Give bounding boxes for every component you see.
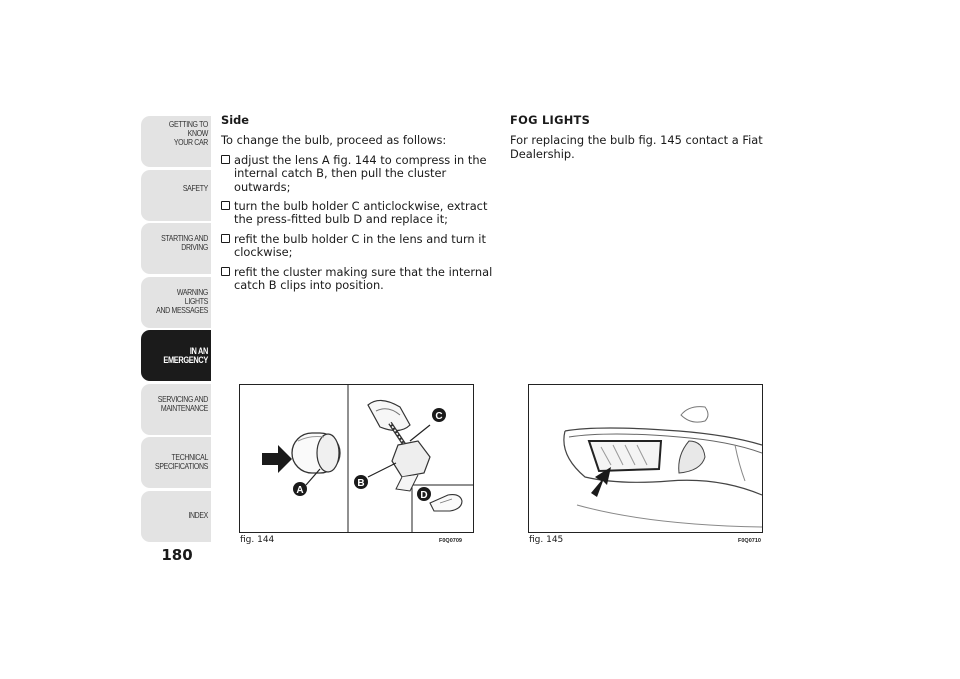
section-heading: FOG LIGHTS <box>510 113 591 127</box>
bumper-drawing <box>564 407 762 527</box>
page-number: 180 <box>161 546 193 564</box>
callout-label: C <box>435 411 443 422</box>
callout-label: A <box>296 485 304 496</box>
tab-safety[interactable] <box>141 170 211 221</box>
list-item <box>221 266 493 293</box>
list-item <box>221 154 493 194</box>
callout-c <box>432 408 446 422</box>
callout-a <box>293 482 307 496</box>
intro-text: To change the bulb, proceed as follows: <box>221 133 447 148</box>
tab-servicing[interactable] <box>141 384 211 435</box>
tab-label: TECHNICAL SPECIFICATIONS <box>155 452 208 471</box>
list-item <box>221 200 493 227</box>
body-text: For replacing the bulb fig. 145 contact a Fiat Dealership. <box>510 133 763 161</box>
lens-drawing <box>292 433 340 485</box>
section-heading: Side <box>221 113 249 127</box>
fig-144-illustration <box>240 385 473 532</box>
tab-index[interactable] <box>141 491 211 542</box>
tab-label: INDEX <box>188 510 208 520</box>
tab-in-an-emergency[interactable] <box>141 330 211 381</box>
tab-label: GETTING TO KNOW YOUR CAR <box>168 119 208 147</box>
fig-145-illustration <box>529 385 762 532</box>
list-item <box>221 233 493 260</box>
tab-warning-lights[interactable] <box>141 277 211 328</box>
tab-technical-specs[interactable] <box>141 437 211 488</box>
figure-145-caption: fig. 145 <box>529 535 564 545</box>
figure-144-caption: fig. 144 <box>240 535 275 545</box>
left-column <box>221 114 493 298</box>
bulb-holder-drawing <box>368 400 430 491</box>
push-arrow-icon <box>262 445 292 473</box>
fog-light-drawing <box>589 441 661 471</box>
figure-145 <box>528 384 763 533</box>
figure-144-code: F0Q0709 <box>439 538 462 544</box>
checkbox-bullet-icon <box>221 234 230 243</box>
tab-label: IN AN EMERGENCY <box>163 346 208 365</box>
tab-getting-to-know[interactable] <box>141 116 211 167</box>
tab-starting-driving[interactable] <box>141 223 211 274</box>
tab-label: SAFETY <box>182 183 208 193</box>
step-text: turn the bulb holder C anticlockwise, extract the press-fitted bulb D and replace it; <box>234 199 488 227</box>
right-column <box>510 114 772 167</box>
bulb-drawing <box>430 495 462 511</box>
callout-d <box>417 487 431 501</box>
figure-145-code: F0Q0710 <box>738 538 761 544</box>
step-list <box>221 154 493 293</box>
step-text: refit the bulb holder C in the lens and turn it clockwise; <box>234 231 486 260</box>
figure-144 <box>239 384 474 533</box>
tab-label: WARNING LIGHTS AND MESSAGES <box>156 287 208 315</box>
step-text: refit the cluster making sure that the internal catch B clips into position. <box>234 264 493 293</box>
callout-label: D <box>420 490 428 501</box>
checkbox-bullet-icon <box>221 201 230 210</box>
checkbox-bullet-icon <box>221 155 230 164</box>
tab-label: SERVICING AND MAINTENANCE <box>157 394 208 413</box>
callout-b <box>354 475 368 489</box>
checkbox-bullet-icon <box>221 267 230 276</box>
tab-label: STARTING AND DRIVING <box>161 233 208 252</box>
step-text: adjust the lens A fig. 144 to compress in the internal catch B, then pull the cluster outwards; <box>234 152 487 194</box>
callout-label: B <box>357 478 365 489</box>
